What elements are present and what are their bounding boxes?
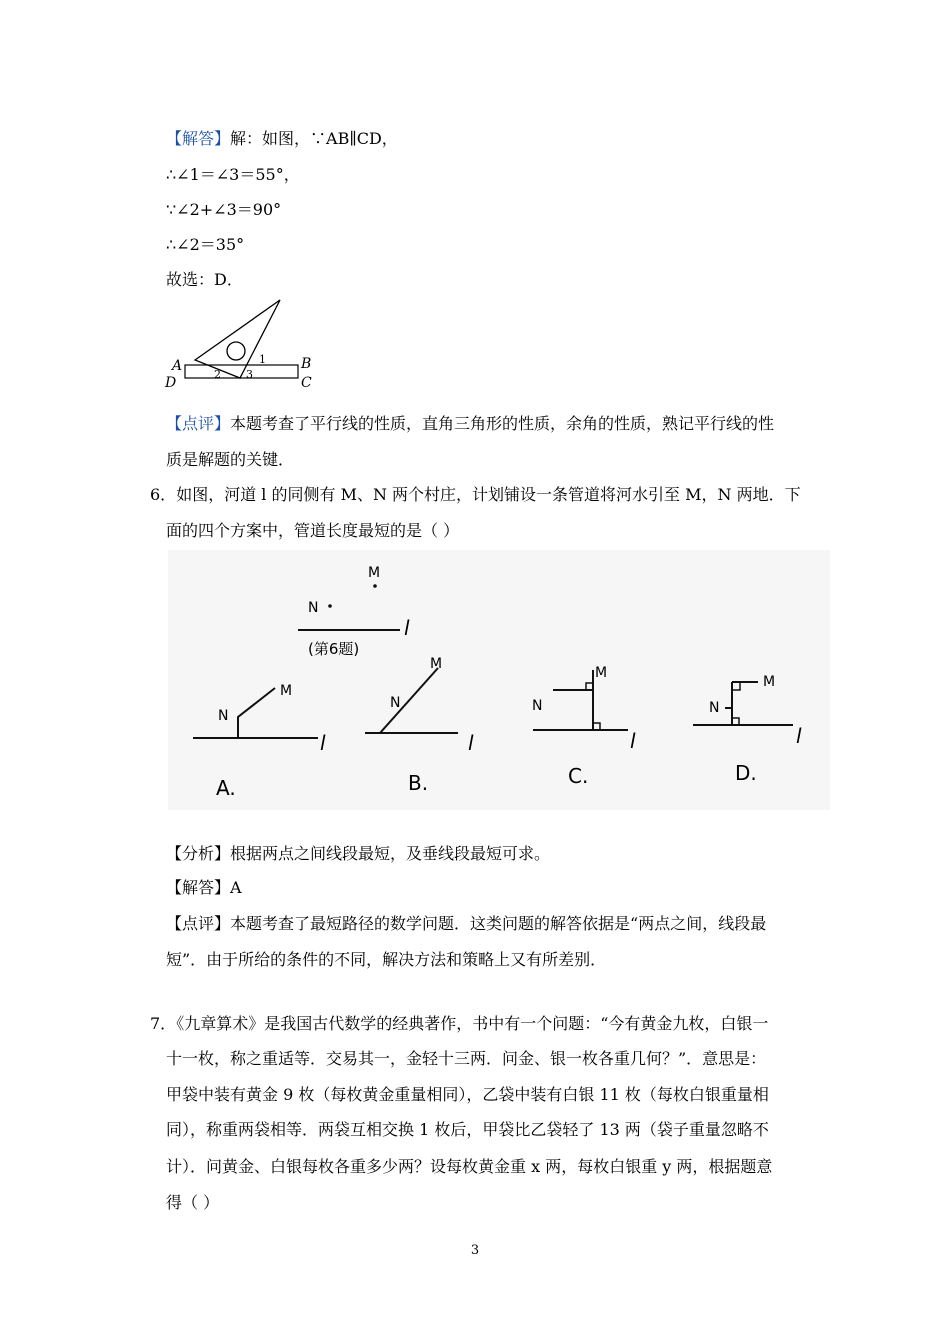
q7-line4: 同），称重两袋相等．两袋互相交换 1 枚后，甲袋比乙袋轻了 13 两（袋子重量忽略不 [166, 1120, 769, 1139]
d-m: M [763, 674, 776, 690]
q7-text: 《九章算术》是我国古代数学的经典著作，书中有一个问题：“今有黄金九枚，白银一 [176, 1014, 769, 1033]
fig-l: l [404, 616, 410, 640]
q7-line1 [150, 1013, 768, 1035]
comment-text: 本题考查了平行线的性质，直角三角形的性质，余角的性质，熟记平行线的性 [230, 414, 775, 433]
q6-stem: 如图，河道 l 的同侧有 M、N 两个村庄，计划铺设一条管道将河水引至 M，N 两地．下 [176, 485, 801, 504]
q6-analysis [166, 843, 550, 865]
comment-tag: 【点评】 [166, 914, 231, 933]
q5-comment-line1 [166, 413, 774, 435]
c-m: M [595, 665, 608, 681]
q6-number: 6． [150, 485, 177, 504]
d-l: l [796, 724, 802, 748]
analysis-tag: 【分析】 [166, 844, 231, 863]
label-a: A [172, 358, 183, 374]
q5-triangle-figure [160, 295, 320, 395]
q6-comment-line2: 短”．由于所给的条件的不同，解决方法和策略上又有所差别． [166, 950, 607, 969]
q7-line5: 计）．问黄金、白银每枚各重多少两？设每枚黄金重 x 两，每枚白银重 y 两，根据题意 [166, 1157, 773, 1176]
answer-tag: 【解答】 [166, 129, 231, 148]
q6-figure [168, 550, 830, 810]
a-n: N [218, 708, 229, 724]
answer-tag: 【解答】 [166, 878, 231, 897]
b-m: M [430, 656, 443, 672]
angle-2: 2 [214, 368, 221, 381]
q5-choice: 故选：D． [166, 270, 243, 289]
q6-answer [166, 877, 242, 899]
fig-m: M [368, 565, 381, 581]
q6-stem-line1 [150, 484, 801, 506]
triangle-shape [195, 300, 280, 378]
fig-n: N [308, 600, 319, 616]
fig-caption: (第6题) [308, 640, 360, 658]
a-l: l [320, 731, 326, 755]
q7-line6: 得（ ） [166, 1193, 220, 1212]
c-l: l [630, 729, 636, 753]
triangle-hole [227, 342, 245, 360]
q5-step1: ∴∠1＝∠3＝55°， [166, 165, 300, 184]
a-m: M [280, 683, 293, 699]
answer-text: A [230, 878, 242, 897]
label-c: C [301, 375, 312, 391]
option-d: D. [735, 761, 757, 785]
comment-tag: 【点评】 [166, 414, 231, 433]
q7-number: 7． [150, 1014, 177, 1033]
q5-step3: ∴∠2＝35° [166, 235, 245, 254]
answer-text: 解：如图，∵AB∥CD， [230, 129, 398, 148]
q5-comment-line2: 质是解题的关键． [166, 450, 295, 469]
d-n: N [709, 700, 720, 716]
figure-background [168, 550, 830, 810]
q5-answer-line [166, 128, 398, 150]
b-l: l [468, 731, 474, 755]
option-c: C. [568, 764, 589, 788]
q7-line3: 甲袋中装有黄金 9 枚（每枚黄金重量相同），乙袋中装有白银 11 枚（每枚白银重量相 [166, 1085, 769, 1104]
c-n: N [532, 698, 543, 714]
page-number: 3 [470, 1243, 480, 1258]
option-a: A. [216, 776, 236, 800]
q6-comment-line1 [166, 913, 766, 935]
label-d: D [165, 375, 177, 391]
analysis-text: 根据两点之间线段最短，及垂线段最短可求。 [230, 844, 551, 863]
label-b: B [301, 356, 312, 372]
angle-3: 3 [246, 368, 253, 381]
b-n: N [390, 695, 401, 711]
q7-line2: 十一枚，称之重适等．交易其一，金轻十三两．问金、银一枚各重几何？”．意思是： [166, 1049, 767, 1068]
option-b: B. [408, 771, 429, 795]
q6-stem-line2: 面的四个方案中，管道长度最短的是（ ） [166, 521, 460, 540]
angle-1: 1 [259, 353, 266, 366]
comment-text: 本题考查了最短路径的数学问题．这类问题的解答依据是“两点之间，线段最 [230, 914, 767, 933]
q5-step2: ∵∠2+∠3＝90° [166, 200, 282, 219]
